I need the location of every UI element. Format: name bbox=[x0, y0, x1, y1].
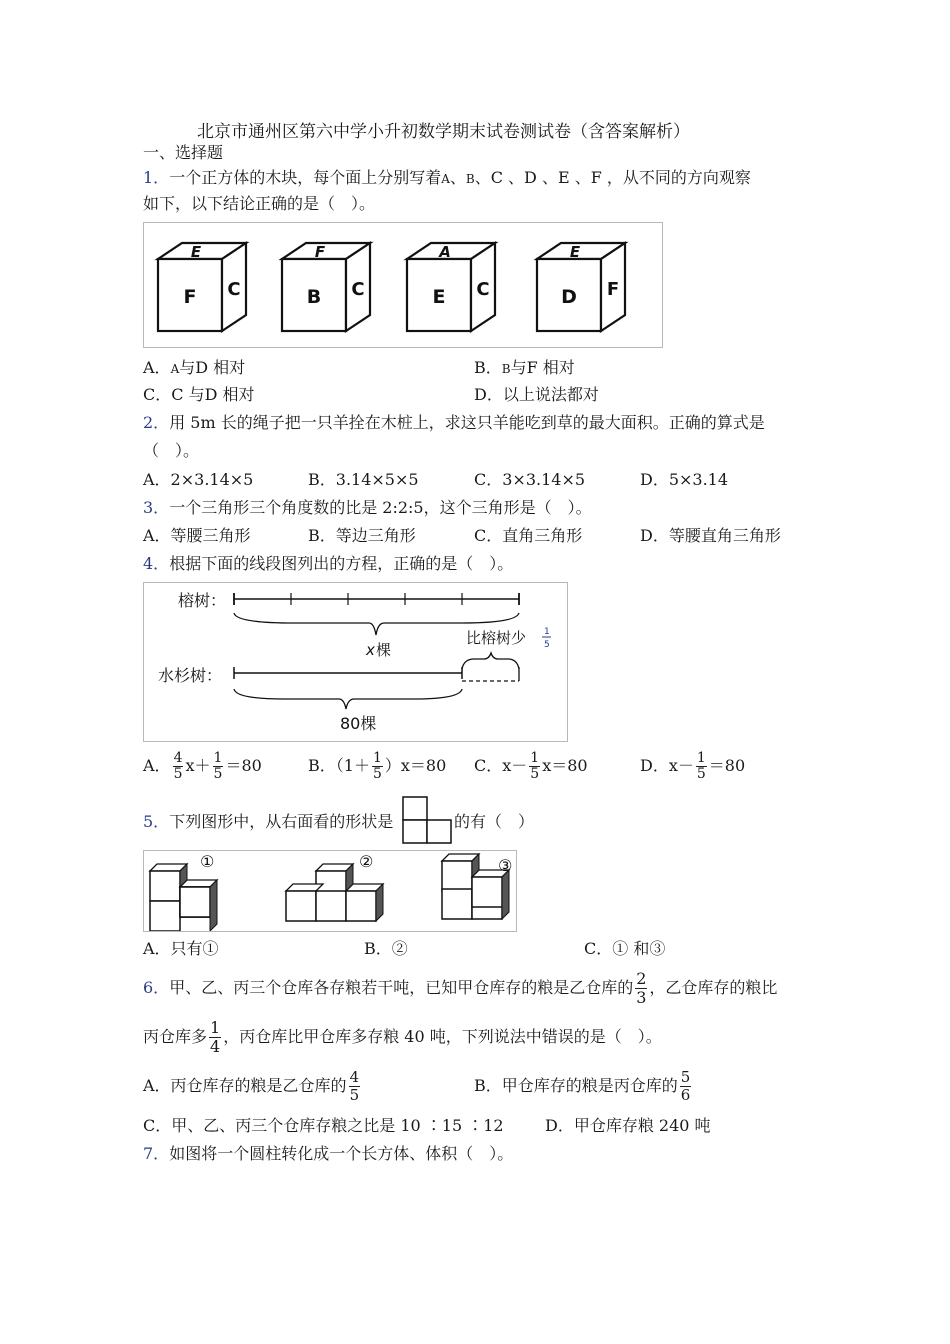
q5-option-b[interactable]: B．② bbox=[364, 939, 408, 958]
q6-option-d[interactable]: D．甲仓库存粮 240 吨 bbox=[545, 1116, 711, 1135]
q1-option-d[interactable]: D．以上说法都对 bbox=[474, 385, 599, 404]
question-3: 3．一个三角形三个角度数的比是 2:2:5，这个三角形是（ ）。 bbox=[143, 498, 592, 517]
less-brace bbox=[462, 653, 519, 669]
q6-option-c[interactable]: C．甲、乙、丙三个仓库存粮之比是 10 ∶15 ∶12 bbox=[143, 1116, 504, 1135]
cube-side-label: C bbox=[476, 279, 490, 300]
cube-side-label: F bbox=[606, 279, 620, 300]
block-figure-3 bbox=[442, 854, 512, 919]
cube-4 bbox=[537, 243, 625, 331]
q4-option-b[interactable]: B．（1＋ $\frac{1}{5}$ ）x＝80 bbox=[308, 750, 447, 782]
mark-2: ② bbox=[359, 852, 374, 871]
line-segment-svg bbox=[144, 583, 567, 741]
block-figure-2 bbox=[286, 852, 383, 921]
question-5-a: 5．下列图形中，从右面看的形状是 bbox=[143, 812, 394, 831]
section-heading: 一、选择题 bbox=[143, 143, 224, 162]
blocks-svg bbox=[144, 851, 516, 931]
question-number: 3． bbox=[143, 498, 170, 517]
cube-1 bbox=[158, 243, 246, 331]
fig-label-banyan: 榕树： bbox=[178, 591, 227, 610]
fig-label-80: 80棵 bbox=[340, 714, 377, 733]
mark-3: ③ bbox=[498, 856, 513, 875]
question-number: 6． bbox=[143, 978, 170, 997]
question-2-line2: （ ）。 bbox=[143, 441, 200, 460]
cube-2 bbox=[282, 243, 370, 331]
q4-option-a[interactable]: A． $\frac{4}{5}$ x＋ $\frac{1}{5}$ ＝80 bbox=[143, 750, 262, 782]
fig-label-less: 比榕树少 bbox=[466, 629, 527, 647]
q2-option-b[interactable]: B．3.14×5×5 bbox=[308, 470, 419, 489]
q2-option-c[interactable]: C．3×3.14×5 bbox=[474, 470, 586, 489]
q4-option-c[interactable]: C．x－ $\frac{1}{5}$ x＝80 bbox=[474, 750, 588, 782]
cube-side-label: C bbox=[351, 279, 365, 300]
fig-label-x: x bbox=[366, 641, 375, 659]
question-7: 7．如图将一个圆柱转化成一个长方体、体积（ ）。 bbox=[143, 1144, 514, 1163]
cube-top-label: E bbox=[569, 243, 581, 261]
question-2: 2．用 5m 长的绳子把一只羊拴在木桩上，求这只羊能吃到草的最大面积。正确的算式是 bbox=[143, 413, 765, 432]
page-title: 北京市通州区第六中学小升初数学期末试卷测试卷（含答案解析） bbox=[197, 122, 690, 142]
block-figure bbox=[143, 850, 517, 932]
right-view-shape bbox=[402, 796, 454, 846]
fig-less-num: 1 bbox=[544, 627, 550, 637]
q5-option-a[interactable]: A．只有① bbox=[143, 939, 219, 958]
q5-option-c[interactable]: C．① 和③ bbox=[584, 939, 666, 958]
question-4: 4．根据下面的线段图列出的方程，正确的是（ ）。 bbox=[143, 554, 514, 573]
q1-option-c[interactable]: C．C 与D 相对 bbox=[143, 385, 255, 404]
cube-top-label: F bbox=[314, 243, 326, 261]
cube-top-label: E bbox=[190, 243, 202, 261]
fig-label-x-unit: 棵 bbox=[376, 641, 392, 659]
cubes-svg bbox=[144, 223, 662, 347]
question-1-line2: 如下，以下结论正确的是（ ）。 bbox=[143, 194, 376, 213]
line-segment-figure bbox=[143, 582, 568, 742]
cube-top-label: A bbox=[439, 243, 451, 261]
q2-option-d[interactable]: D．5×3.14 bbox=[640, 470, 729, 489]
cube-figure bbox=[143, 222, 663, 348]
q3-option-b[interactable]: B．等边三角形 bbox=[308, 526, 416, 545]
fig-less-den: 5 bbox=[544, 640, 550, 650]
q6-option-b[interactable]: B．甲仓库存的粮是丙仓库的 $\frac{5}{6}$ bbox=[474, 1068, 691, 1104]
cube-3 bbox=[407, 243, 495, 331]
question-number: 5． bbox=[143, 812, 170, 831]
block-figure-1 bbox=[150, 852, 217, 931]
cube-front-label: D bbox=[561, 286, 577, 308]
mark-1: ① bbox=[200, 852, 215, 871]
q3-option-c[interactable]: C．直角三角形 bbox=[474, 526, 583, 545]
question-number: 7． bbox=[143, 1144, 170, 1163]
cube-side-label: C bbox=[227, 279, 241, 300]
q3-option-d[interactable]: D．等腰直角三角形 bbox=[640, 526, 781, 545]
cube-front-label: E bbox=[432, 286, 446, 308]
q1-option-a[interactable]: A．A与D 相对 bbox=[143, 358, 246, 377]
eighty-brace bbox=[234, 689, 462, 709]
q3-option-a[interactable]: A．等腰三角形 bbox=[143, 526, 251, 545]
q6-option-a[interactable]: A．丙仓库存的粮是乙仓库的 $\frac{4}{5}$ bbox=[143, 1068, 360, 1104]
question-5-b: 的有（ ） bbox=[454, 812, 535, 831]
question-number: 2． bbox=[143, 413, 170, 432]
question-number: 1． bbox=[143, 168, 170, 187]
cube-front-label: F bbox=[183, 286, 197, 308]
question-6-line2: 丙仓库多 $\frac{1}{4}$ ，丙仓库比甲仓库多存粮 40 吨，下列说法中错误的是（ ）。 bbox=[143, 1018, 662, 1056]
fig-label-metasequoia: 水杉树： bbox=[158, 666, 223, 685]
question-6-line1: 6．甲、乙、丙三个仓库各存粮若干吨，已知甲仓库存的粮是乙仓库的 $\frac{2}{3}$ ，乙仓库存的粮比 bbox=[143, 969, 778, 1007]
question-1: 1．一个正方体的木块，每个面上分别写着A、B、C 、D 、E 、F ，从不同的方向观察 bbox=[143, 168, 751, 187]
q1-option-b[interactable]: B．B与F 相对 bbox=[474, 358, 575, 377]
q4-option-d[interactable]: D．x－ $\frac{1}{5}$ ＝80 bbox=[640, 750, 746, 782]
question-number: 4． bbox=[143, 554, 170, 573]
q2-option-a[interactable]: A．2×3.14×5 bbox=[143, 470, 254, 489]
cube-front-label: B bbox=[306, 286, 322, 308]
